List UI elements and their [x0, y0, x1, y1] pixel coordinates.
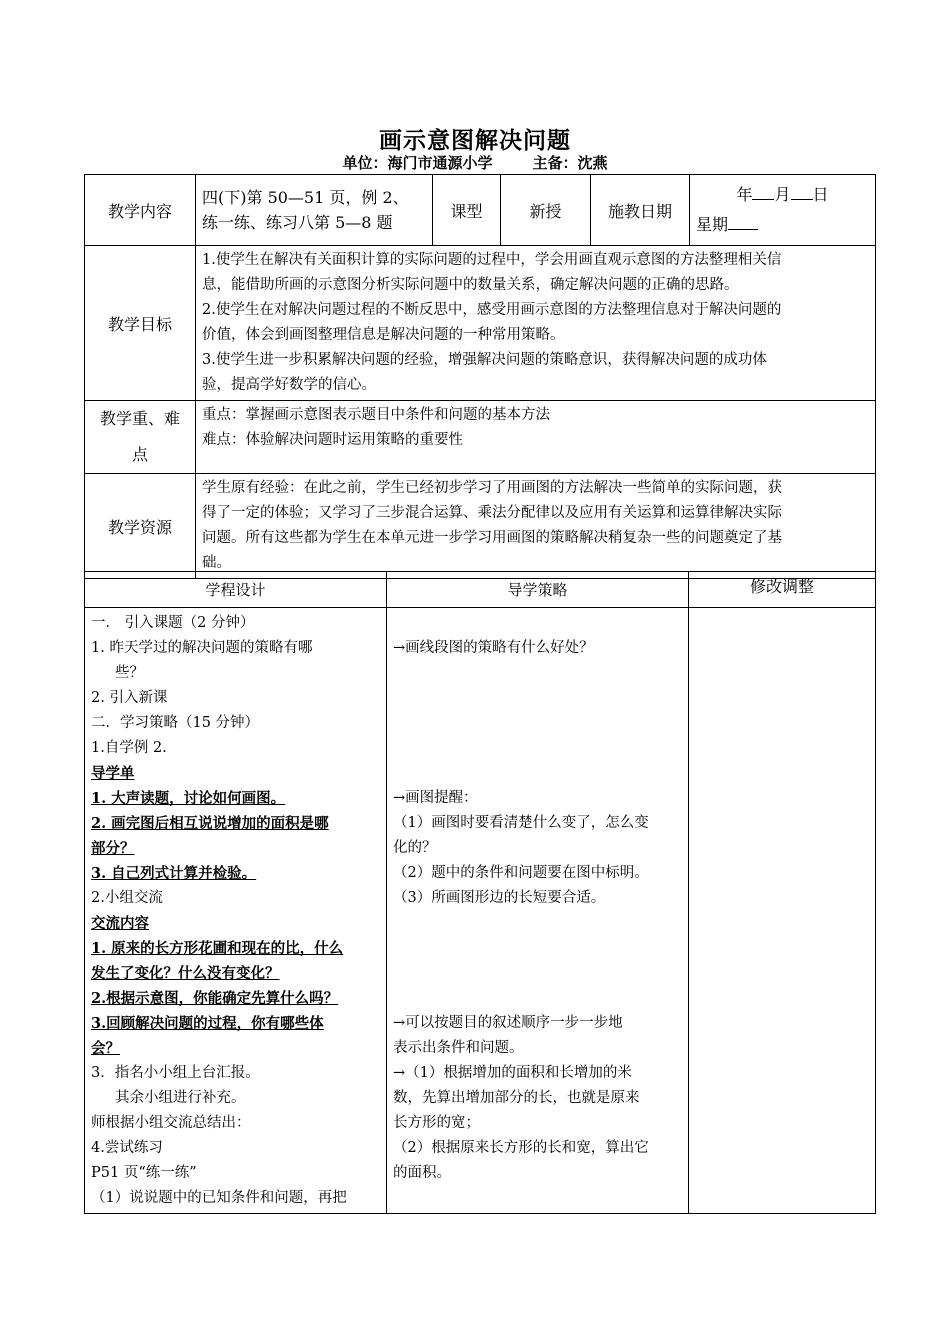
author: 主备：沈燕	[532, 154, 608, 172]
design-body-row	[85, 608, 876, 1214]
document-title: 画示意图解决问题	[379, 127, 571, 154]
date-label: 施教日期	[591, 175, 690, 246]
key-points-text: 重点：掌握画示意图表示题目中条件和问题的基本方法 难点：体验解决问题时运用策略的重要性	[196, 401, 876, 474]
goals-text: 1.使学生在解决有关面积计算的实际问题的过程中，学会用画直观示意图的方法整理相关信 息，能借助所画的示意图分析实际问题中的数量关系，确定解决问题的正确的思路。 2.使学生在对解决问题过程的不断反思中，感受用画示意图的方法整理信息对于解决问题的 价值，体会到画图整理信息是解决问题的一种常用策略。 3.使学生进一步积累解决问题的经验，增强解决问题的策略意识，获得解决问题的成功体 验，提高学好数学的信心。	[196, 246, 876, 401]
design-header-row	[85, 572, 876, 608]
resources-row	[85, 474, 876, 579]
strategy-content: →画线段图的策略有什么好处？ →画图提醒： （1）画图时要看清楚什么变了，怎么变 化的？ （2）题中的条件和问题要在图中标明。 （3）所画图形边的长短要合适。 →可以按题目的叙述顺序一步一步地 表示出条件和问题。 →（1）根据增加的面积和长增加的米 数，先算出增加部分的长，也就是原来 长方形的宽； （2）根据原来长方形的长和宽，算出它 的面积。	[387, 608, 689, 1214]
revision-col-header: 修改调整	[689, 572, 876, 608]
goals-label: 教学目标	[85, 246, 196, 401]
lesson-info-table	[84, 174, 876, 579]
date-value: 年 月 日 星期	[690, 175, 876, 246]
revision-content	[689, 608, 876, 1214]
resources-text: 学生原有经验：在此之前，学生已经初步学习了用画图的方法解决一些简单的实际问题，获 得了一定的体验；又学习了三步混合运算、乘法分配律以及应用有关运算和运算律解决实际 问题。所有这些都为学生在本单元进一步学习用画图的策略解决稍复杂一些的问题奠定了基 础。	[196, 474, 876, 579]
school-unit: 单位：海门市通源小学	[342, 154, 493, 172]
key-points-row	[85, 401, 876, 474]
goals-row	[85, 246, 876, 401]
content-label: 教学内容	[85, 175, 196, 246]
design-content: 一． 引入课题（2 分钟） 1. 昨天学过的解决问题的策略有哪 些？ 2. 引入新课 二．学习策略（15 分钟） 1.自学例 2. 导学单 1. 大声读题，讨论如何画图。 2. 画完图后相互说说增加的面积是哪 部分？ 3. 自己列式计算并检验。 2.小组交流 交流内容 1. 原来的长方形花圃和现在的比，什么 发生了变化？什么没有变化？ 2.根据示意图，你能确定先算什么吗？ 3.回顾解决问题的过程，你有哪些体 会？ 3．指名小小组上台汇报。 其余小组进行补充。 师根据小组交流总结出： 4.尝试练习 P51 页“练一练” （1）说说题中的已知条件和问题，再把	[85, 608, 387, 1214]
document-subtitle	[0, 152, 950, 173]
resources-label: 教学资源	[85, 474, 196, 579]
design-table	[84, 571, 876, 1214]
design-col-header: 学程设计	[85, 572, 387, 608]
type-value: 新授	[501, 175, 591, 246]
header-row	[85, 175, 876, 246]
type-label: 课型	[433, 175, 501, 246]
strategy-col-header: 导学策略	[387, 572, 689, 608]
key-points-label: 教学重、难 点	[85, 401, 196, 474]
content-value: 四(下)第 50—51 页，例 2、 练一练、练习八第 5—8 题	[196, 175, 433, 246]
